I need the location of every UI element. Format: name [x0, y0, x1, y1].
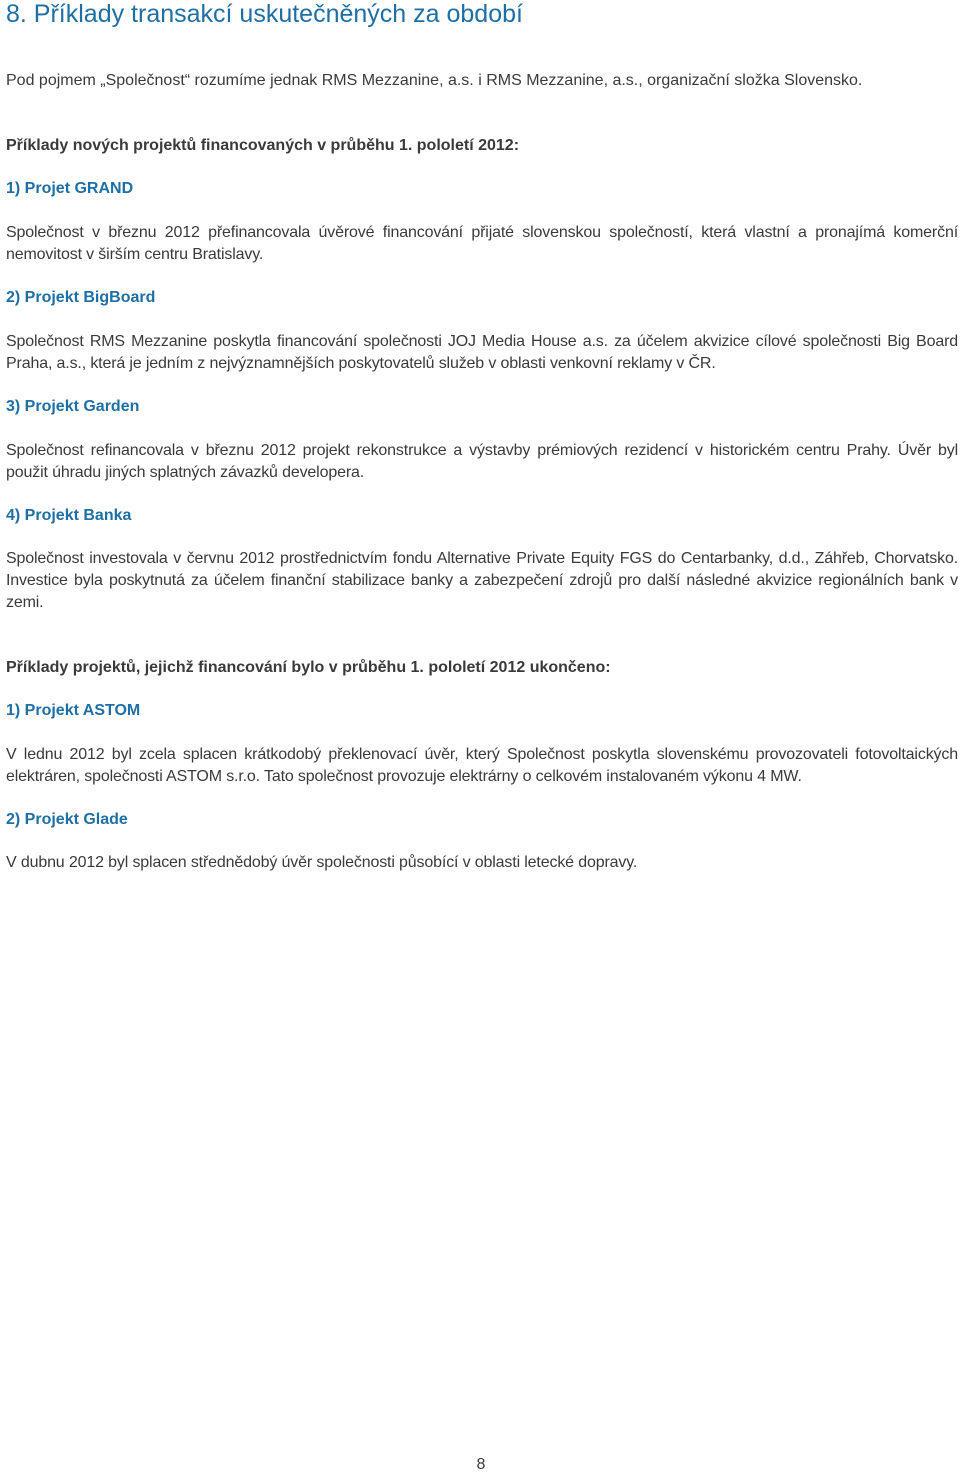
project-glade-title: 2) Projekt Glade	[6, 811, 128, 828]
project-glade-text: V dubnu 2012 byl splacen střednědobý úvěr společnosti působící v oblasti letecké dopravy.	[6, 854, 638, 871]
project-astom-text: V lednu 2012 byl zcela splacen krátkodobý překlenovací úvěr, který Společnost poskytla slovenskému provozovateli fotovoltaických elektráren, společnosti ASTOM s.r.o. Tato společnost provozuje elektrárny o celkovém instalovaném výkonu 4 MW.	[6, 746, 958, 785]
new-projects-heading: Příklady nových projektů financovaných v průběhu 1. pololetí 2012:	[6, 137, 520, 154]
intro-paragraph: Pod pojmem „Společnost“ rozumíme jednak RMS Mezzanine, a.s. i RMS Mezzanine, a.s., organizační složka Slovensko.	[6, 72, 863, 89]
page-number: 8	[476, 1456, 486, 1473]
project-grand-text: Společnost v březnu 2012 přefinancovala úvěrové financování přijaté slovenskou společností, která vlastní a pronajímá komerční nemovitost v širším centru Bratislavy.	[6, 224, 958, 263]
project-garden-text: Společnost refinancovala v březnu 2012 projekt rekonstrukce a výstavby prémiových rezidencí v historickém centru Prahy. Úvěr byl použit úhradu jiných splatných závazků developera.	[6, 442, 958, 481]
project-bigboard-title: 2) Projekt BigBoard	[6, 289, 156, 306]
ended-projects-heading: Příklady projektů, jejichž financování bylo v průběhu 1. pololetí 2012 ukončeno:	[6, 659, 611, 676]
project-grand-title: 1) Projet GRAND	[6, 180, 134, 197]
project-bigboard-text: Společnost RMS Mezzanine poskytla financování společnosti JOJ Media House a.s. za účelem akvizice cílové společnosti Big Board Praha, a.s., která je jedním z nejvýznamnějších poskytovatelů služeb v oblasti venkovní reklamy v ČR.	[6, 333, 958, 372]
project-garden-title: 3) Projekt Garden	[6, 398, 140, 415]
project-banka-text: Společnost investovala v červnu 2012 prostřednictvím fondu Alternative Private Equity FGS do Centarbanky, d.d., Záhřeb, Chorvatsko. Investice byla poskytnutá za účelem finanční stabilizace banky a zabezpečení zdrojů pro další následné akvizice regionálních bank v zemi.	[6, 550, 958, 611]
project-astom-title: 1) Projekt ASTOM	[6, 702, 141, 719]
page-title: 8. Příklady transakcí uskutečněných za období	[6, 0, 523, 28]
project-banka-title: 4) Projekt Banka	[6, 507, 132, 524]
